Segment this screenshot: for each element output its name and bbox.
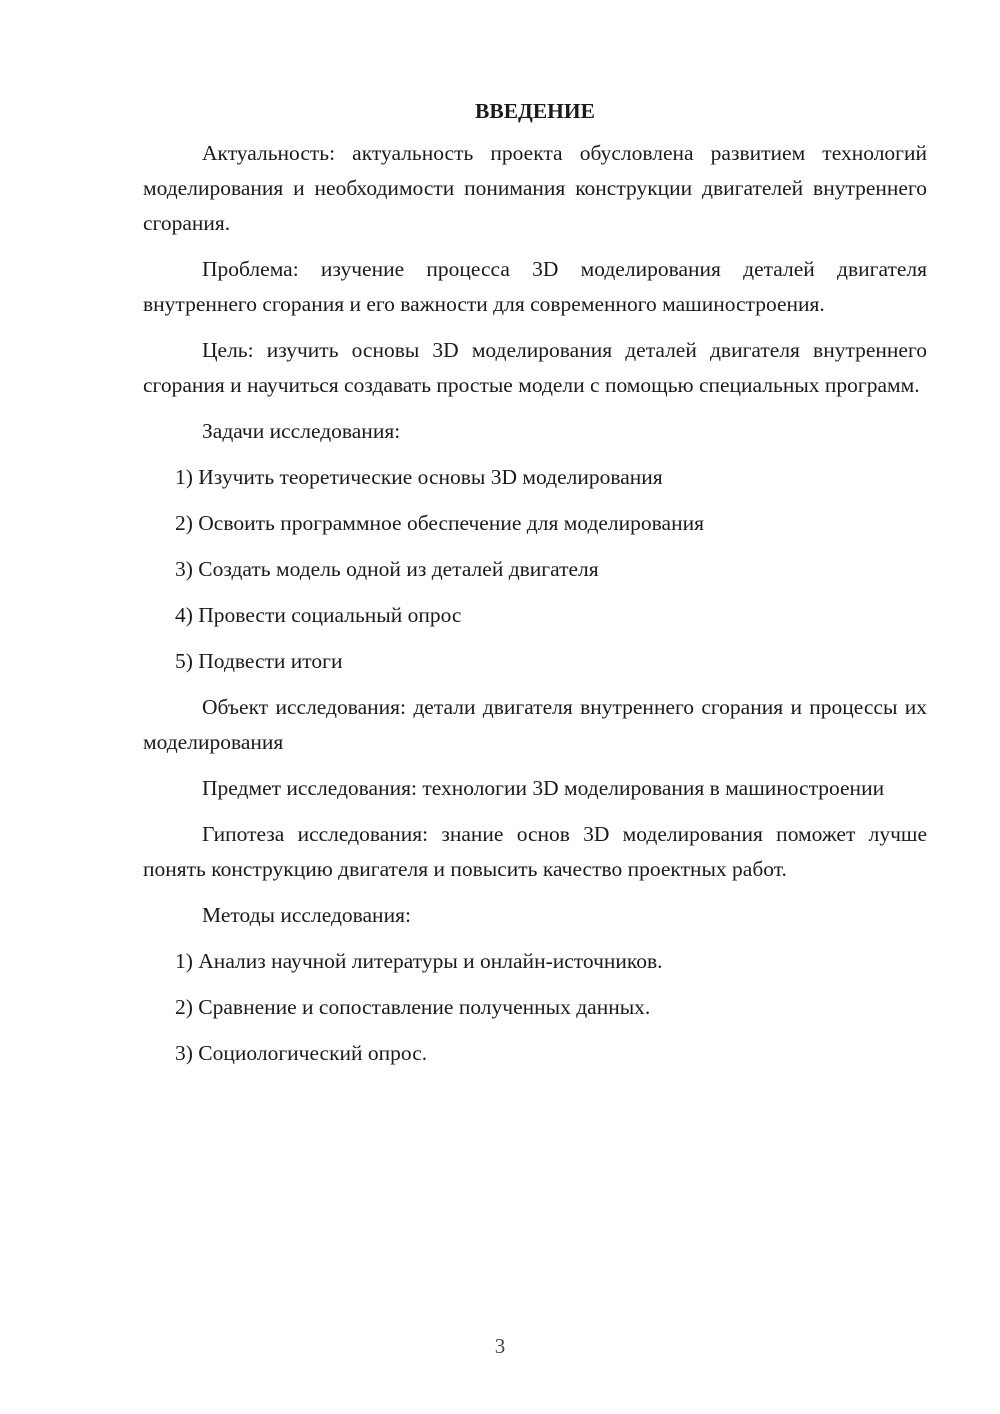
page-number: 3 xyxy=(494,1334,506,1358)
tasks-heading: Задачи исследования: xyxy=(202,419,401,443)
method-item: 2) Сравнение и сопоставление полученных данных. xyxy=(175,995,651,1019)
task-item: 1) Изучить теоретические основы 3D моделирования xyxy=(175,465,663,489)
task-item: 4) Провести социальный опрос xyxy=(175,603,462,627)
method-item: 1) Анализ научной литературы и онлайн-источников. xyxy=(175,949,663,973)
document-page xyxy=(143,96,927,1082)
method-item: 3) Социологический опрос. xyxy=(175,1041,428,1065)
subject-paragraph: Предмет исследования: технологии 3D моделирования в машиностроении xyxy=(202,776,885,800)
relevance-paragraph: Актуальность: актуальность проекта обусловлена развитием технологий моделирования и необходимости понимания конструкции двигателей внутреннего сгорания. xyxy=(143,141,927,235)
task-item: 3) Создать модель одной из деталей двигателя xyxy=(175,557,599,581)
object-paragraph: Объект исследования: детали двигателя внутреннего сгорания и процессы их моделирования xyxy=(143,695,927,754)
task-item: 2) Освоить программное обеспечение для моделирования xyxy=(175,511,704,535)
goal-paragraph: Цель: изучить основы 3D моделирования деталей двигателя внутреннего сгорания и научиться создавать простые модели с помощью специальных программ. xyxy=(143,338,927,397)
hypothesis-paragraph: Гипотеза исследования: знание основ 3D моделирования поможет лучше понять конструкцию двигателя и повысить качество проектных работ. xyxy=(143,822,927,881)
methods-heading: Методы исследования: xyxy=(202,903,411,927)
problem-paragraph: Проблема: изучение процесса 3D моделирования деталей двигателя внутреннего сгорания и его важности для современного машиностроения. xyxy=(143,257,927,316)
task-item: 5) Подвести итоги xyxy=(175,649,343,673)
section-title: ВВЕДЕНИЕ xyxy=(475,99,595,123)
